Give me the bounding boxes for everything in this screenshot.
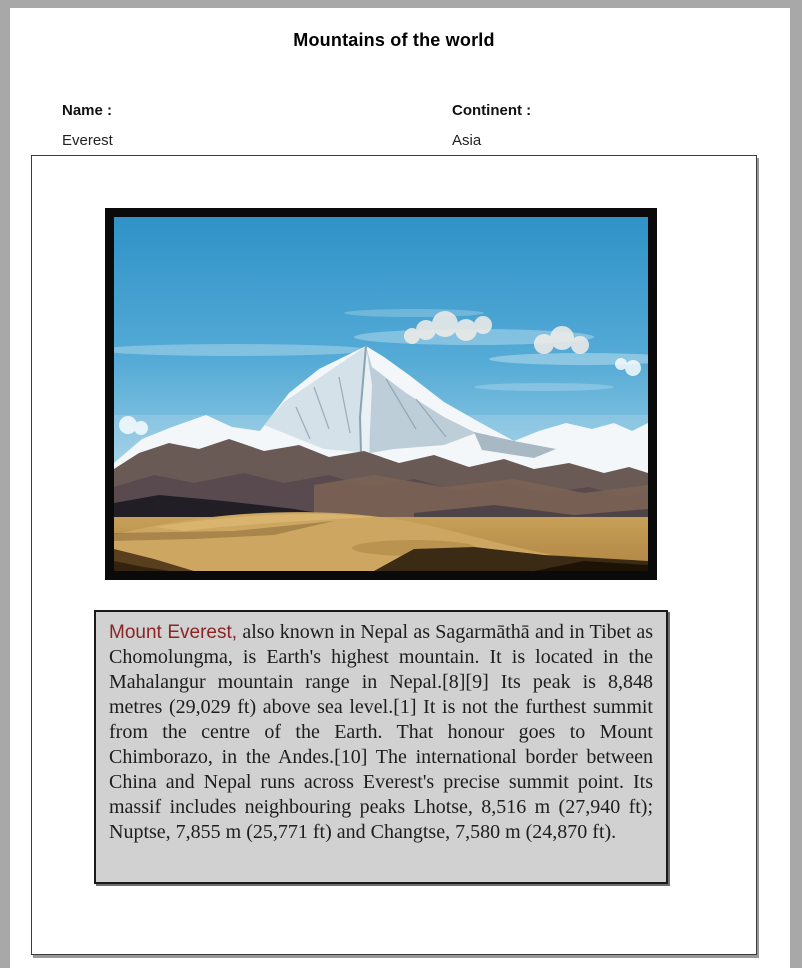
content-panel (31, 155, 757, 955)
description-box (94, 610, 668, 884)
everest-photo (105, 208, 657, 580)
description-highlight: Mount Everest, (109, 622, 238, 643)
description-text (96, 612, 666, 853)
continent-field-label: Continent : (452, 102, 532, 119)
name-field-label: Name : (62, 102, 113, 119)
name-field-value: Everest (62, 132, 113, 149)
form-page (10, 8, 790, 968)
continent-field-value: Asia (452, 132, 482, 149)
page-title: Mountains of the world (293, 30, 495, 50)
description-body: also known in Nepal as Sagarmāthā and in Tibet as Chomolungma, is Earth's highest mountain. It is located in the Mahalangur mountain range in Nepal.[8][9] Its peak is 8,848 metres (29,029 ft) above sea level.[1] It is not the furthest summit from the centre of the Earth. That honour goes to Mount Chimborazo, in the Andes.[10] The international border between China and Nepal runs across Everest's precise summit point. Its massif includes neighbouring peaks Lhotse, 8,516 m (27,940 ft); Nuptse, 7,855 m (25,771 ft) and Changtse, 7,580 m (24,870 ft). (109, 621, 653, 843)
mountain-scene-svg (114, 217, 648, 571)
